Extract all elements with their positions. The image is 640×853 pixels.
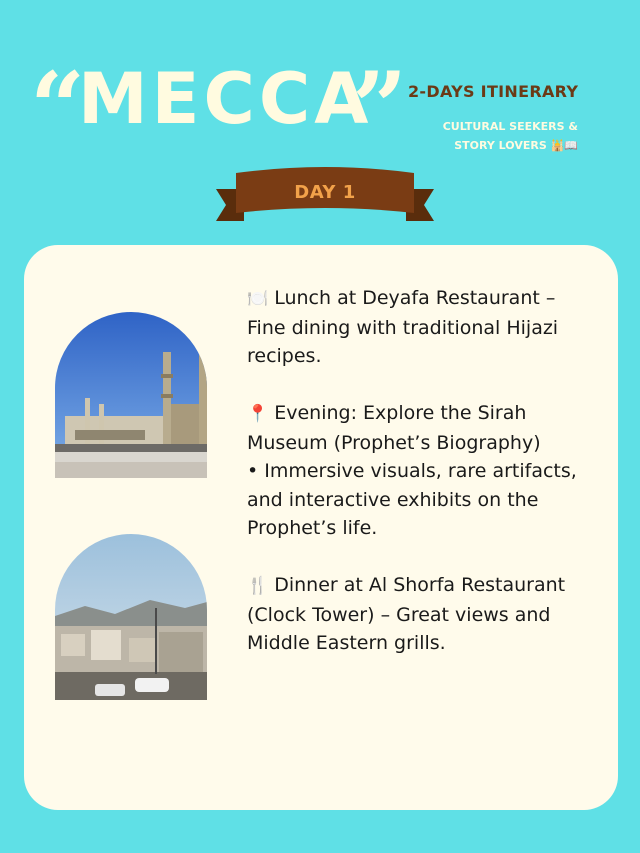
day-banner [214, 163, 436, 225]
tagline-line-2-text: STORY LOVERS [454, 139, 547, 152]
pin-icon: 📍 [247, 404, 269, 424]
close-quote: ” [352, 51, 408, 164]
photo-city-view [55, 534, 207, 700]
fork-knife-icon: 🍴 [247, 576, 269, 596]
itinerary-item-dinner [247, 571, 587, 658]
photo-grand-mosque [55, 312, 207, 478]
itinerary-item-lunch [247, 284, 587, 371]
mosque-image [55, 312, 207, 478]
page-title: MECCA [78, 58, 373, 140]
itinerary-list [247, 284, 587, 686]
itinerary-subtitle: 2-DAYS ITINERARY [408, 82, 579, 101]
title-block [30, 51, 410, 164]
item-bullet: • Immersive visuals, rare artifacts, and interactive exhibits on the Prophet’s life. [247, 460, 577, 539]
item-text: Evening: Explore the Sirah Museum (Prophet’s Biography) [247, 402, 541, 454]
tagline [443, 117, 578, 155]
itinerary-item-evening [247, 399, 587, 543]
open-quote: “ [30, 51, 86, 164]
item-text: Lunch at Deyafa Restaurant – Fine dining with traditional Hijazi recipes. [247, 287, 559, 367]
mosque-book-icon: 🕌📖 [550, 139, 578, 152]
plate-cutlery-icon: 🍽️ [247, 289, 269, 309]
city-image [55, 534, 207, 700]
tagline-line-2 [443, 136, 578, 155]
tagline-line-1: CULTURAL SEEKERS & [442, 120, 578, 133]
item-text: Dinner at Al Shorfa Restaurant (Clock Tower) – Great views and Middle Eastern grills. [247, 574, 566, 654]
day-label: DAY 1 [294, 182, 356, 203]
